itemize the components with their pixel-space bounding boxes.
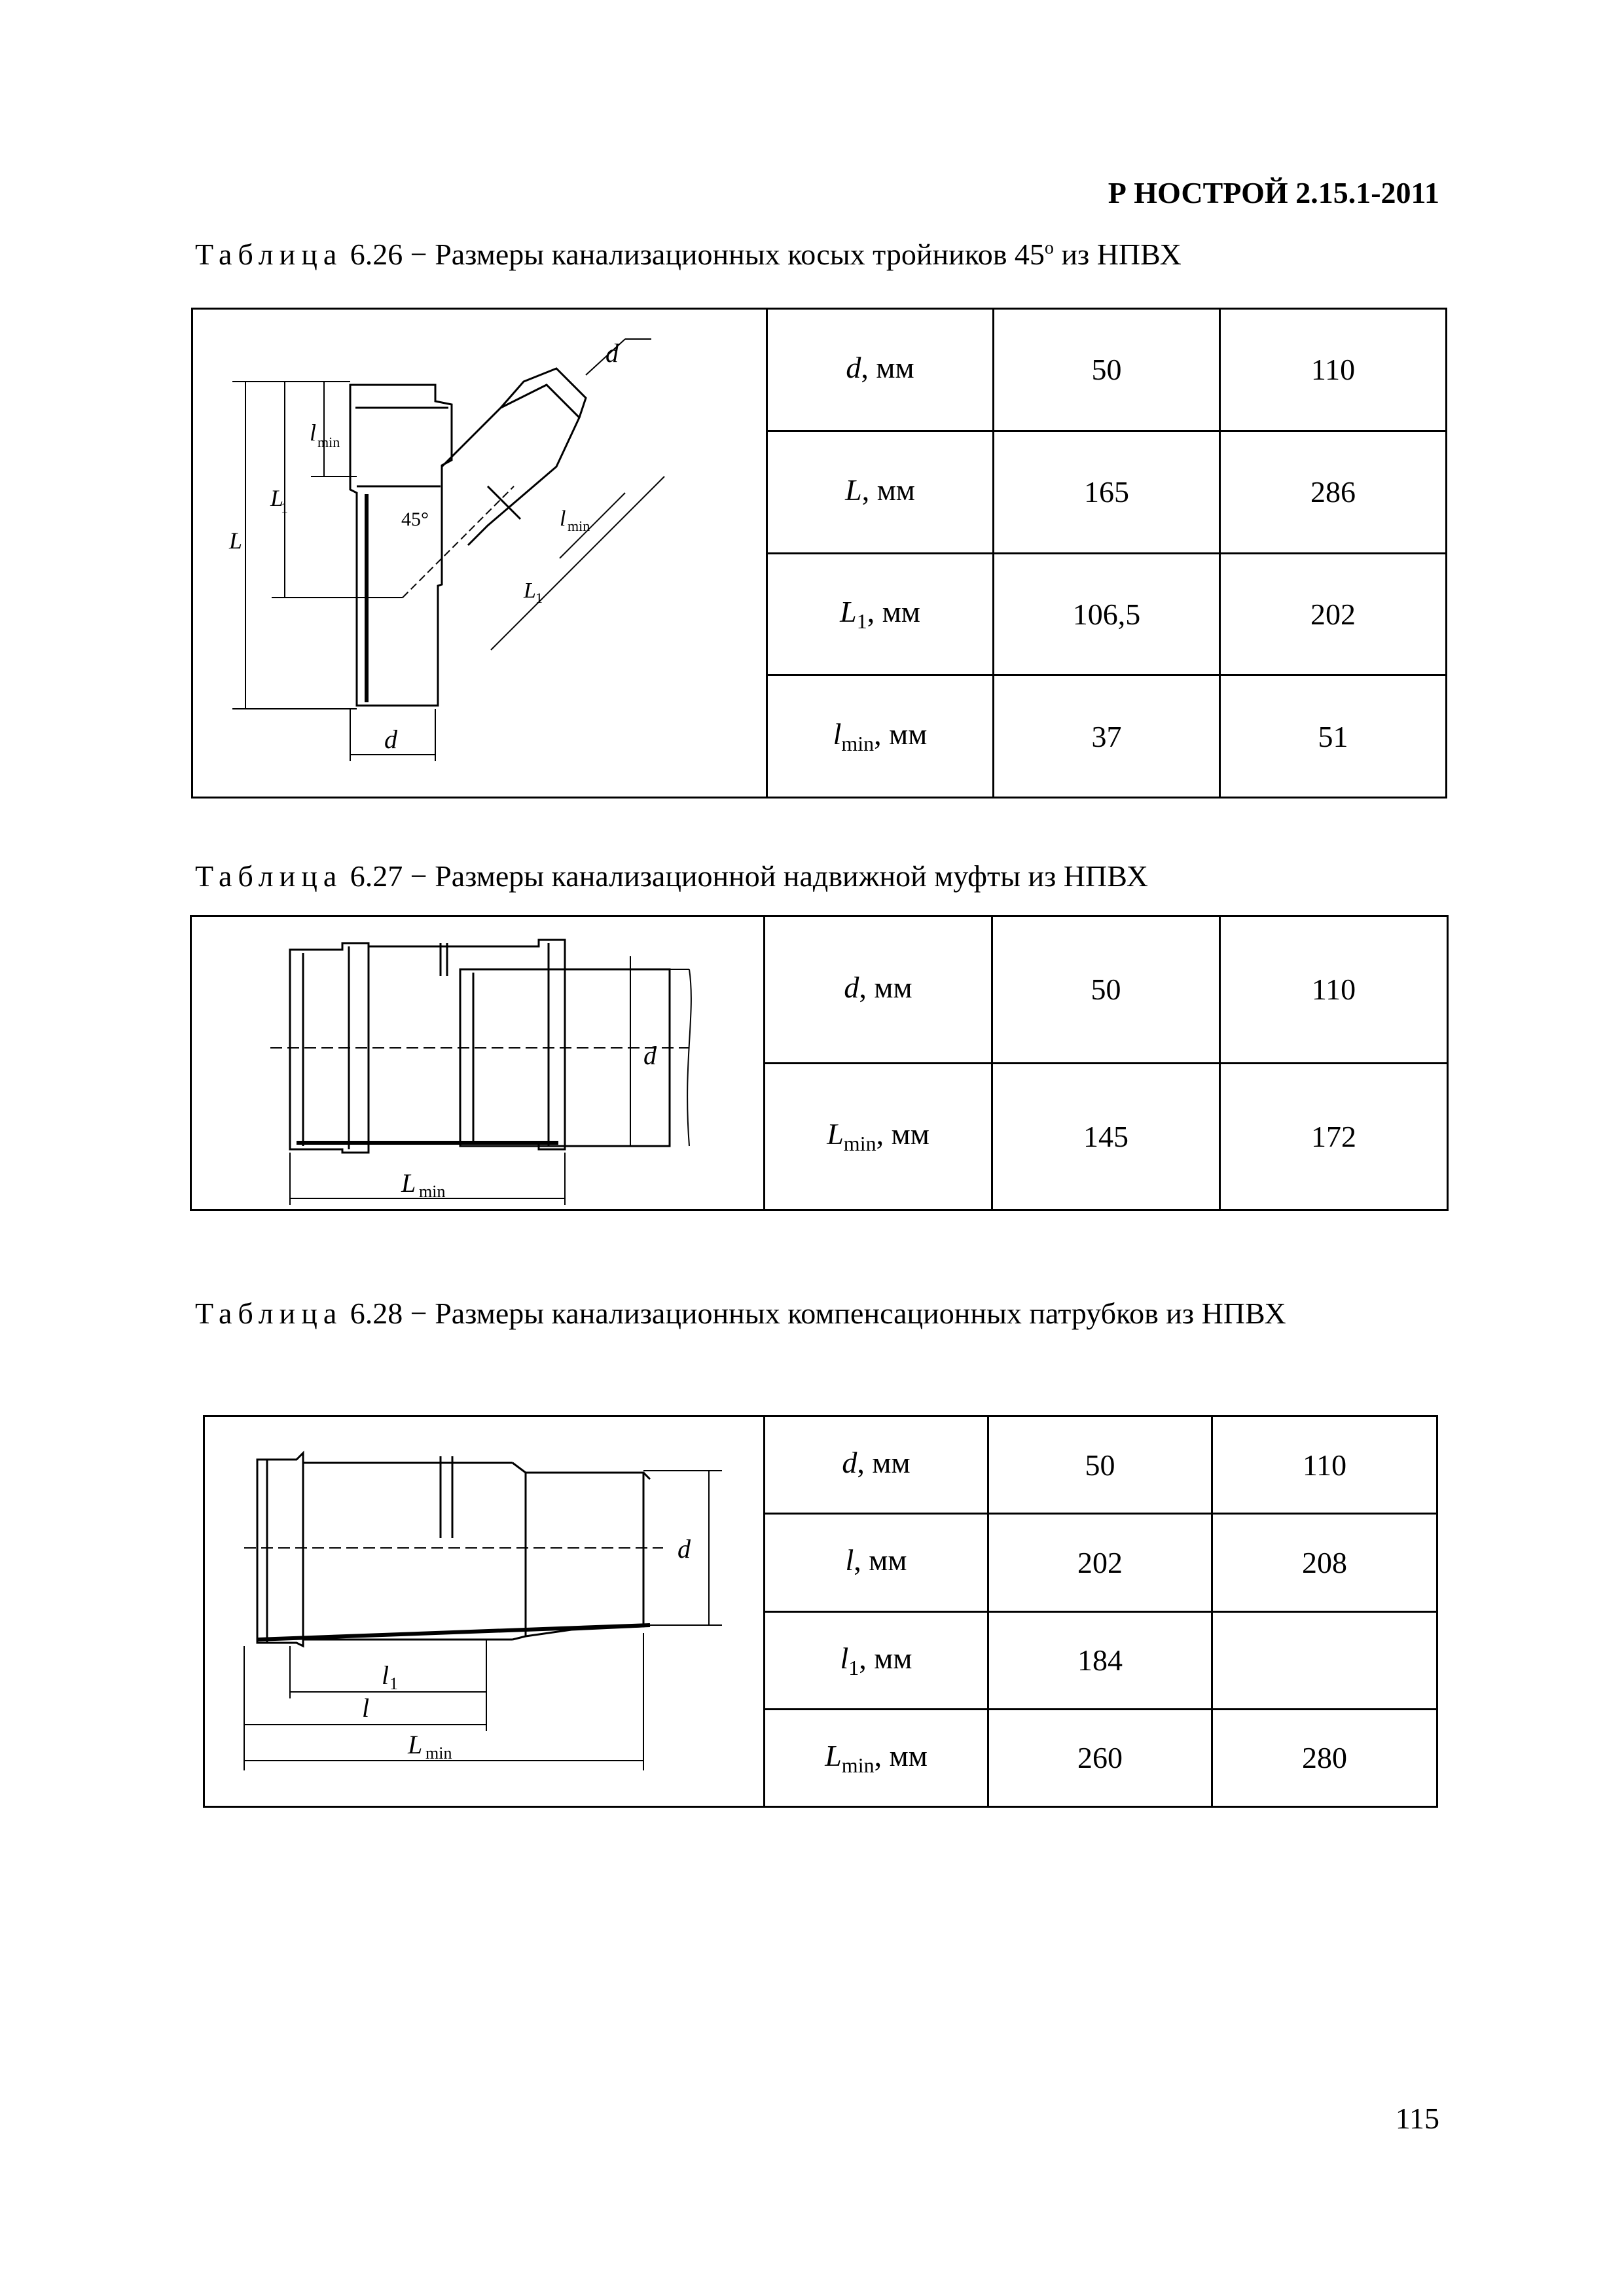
caption-word: Таблица [195,238,343,271]
value-cell: 286 [1220,431,1447,553]
figure-cell [204,1416,765,1807]
param-cell: $l_1$, мм [765,1611,988,1709]
label-Lmin-sub: min [425,1744,452,1763]
table-caption-6-28 [195,1283,1439,1344]
table-caption-6-27 [195,859,1148,893]
slip-coupling-drawing [192,917,765,1213]
page-number: 115 [1395,2102,1439,2135]
value-cell: 145 [992,1063,1220,1210]
label-Lmin: L [401,1168,416,1198]
value-cell: 280 [1212,1709,1437,1806]
param-cell: $l_{min}$, мм [767,675,994,798]
degree-mark: o [1044,238,1054,259]
label-L1-diag: L [524,579,536,603]
label-l1: l [382,1660,389,1690]
table-6-26 [191,308,1447,798]
value-cell: 51 [1220,675,1447,798]
value-cell: 106,5 [994,553,1220,675]
table-row [204,1416,1437,1514]
value-cell: 110 [1212,1416,1437,1514]
label-L1: L [270,485,284,511]
value-cell: 172 [1220,1063,1448,1210]
caption-text: 6.26 − Размеры канализационных косых тройников 45 [350,238,1045,271]
value-cell: 165 [994,431,1220,553]
label-lmin-diag: l [560,507,566,531]
label-d: d [643,1041,657,1070]
document-code-header: Р НОСТРОЙ 2.15.1-2011 [1108,176,1439,209]
value-cell: 260 [988,1709,1212,1806]
value-cell: 50 [994,309,1220,431]
compensation-pipe-drawing [205,1417,765,1810]
caption-tail: из НПВХ [1053,238,1182,271]
label-Lmin-sub: min [419,1182,446,1201]
param-cell: $L_1$, мм [767,553,994,675]
value-cell [1212,1611,1437,1709]
table-row [191,916,1448,1064]
table-row [192,309,1447,431]
table-6-27 [190,915,1449,1211]
param-cell: l, мм [765,1514,988,1611]
caption-text: 6.27 − Размеры канализационной надвижной муфты из НПВХ [350,859,1148,893]
value-cell: 37 [994,675,1220,798]
label-l: l [362,1693,370,1723]
label-Lmin: L [408,1730,423,1759]
param-cell: $L_{min}$, мм [765,1709,988,1806]
value-cell: 202 [988,1514,1212,1611]
figure-cell [191,916,765,1210]
caption-text: 6.28 − Размеры канализационных компенсационных патрубков из НПВХ [350,1297,1286,1330]
value-cell: 50 [988,1416,1212,1514]
label-L: L [229,528,243,554]
figure-cell [192,309,767,798]
label-d-top: d [605,338,619,368]
table-caption-6-26 [195,237,1182,272]
oblique-tee-drawing [193,310,768,800]
label-lmin-vertical: l [310,420,317,446]
label-l1-sub: 1 [389,1674,398,1693]
label-lmin-vertical-sub: min [317,434,340,450]
caption-word: Таблица [195,859,343,893]
value-cell: 202 [1220,553,1447,675]
label-L1-sub: 1 [281,499,288,516]
table-6-28 [203,1415,1438,1808]
label-d: d [677,1534,691,1564]
caption-word: Таблица [195,1297,343,1330]
label-L1-diag-sub: 1 [535,590,543,606]
param-cell: $L_{min}$, мм [765,1063,992,1210]
label-d-bottom: d [384,725,397,754]
label-lmin-diag-sub: min [568,518,590,534]
value-cell: 110 [1220,916,1448,1064]
value-cell: 50 [992,916,1220,1064]
value-cell: 110 [1220,309,1447,431]
param-cell: d, мм [765,916,992,1064]
label-angle: 45° [401,509,429,530]
param-cell: d, мм [765,1416,988,1514]
value-cell: 208 [1212,1514,1437,1611]
param-cell: L, мм [767,431,994,553]
param-cell: d, мм [767,309,994,431]
value-cell: 184 [988,1611,1212,1709]
